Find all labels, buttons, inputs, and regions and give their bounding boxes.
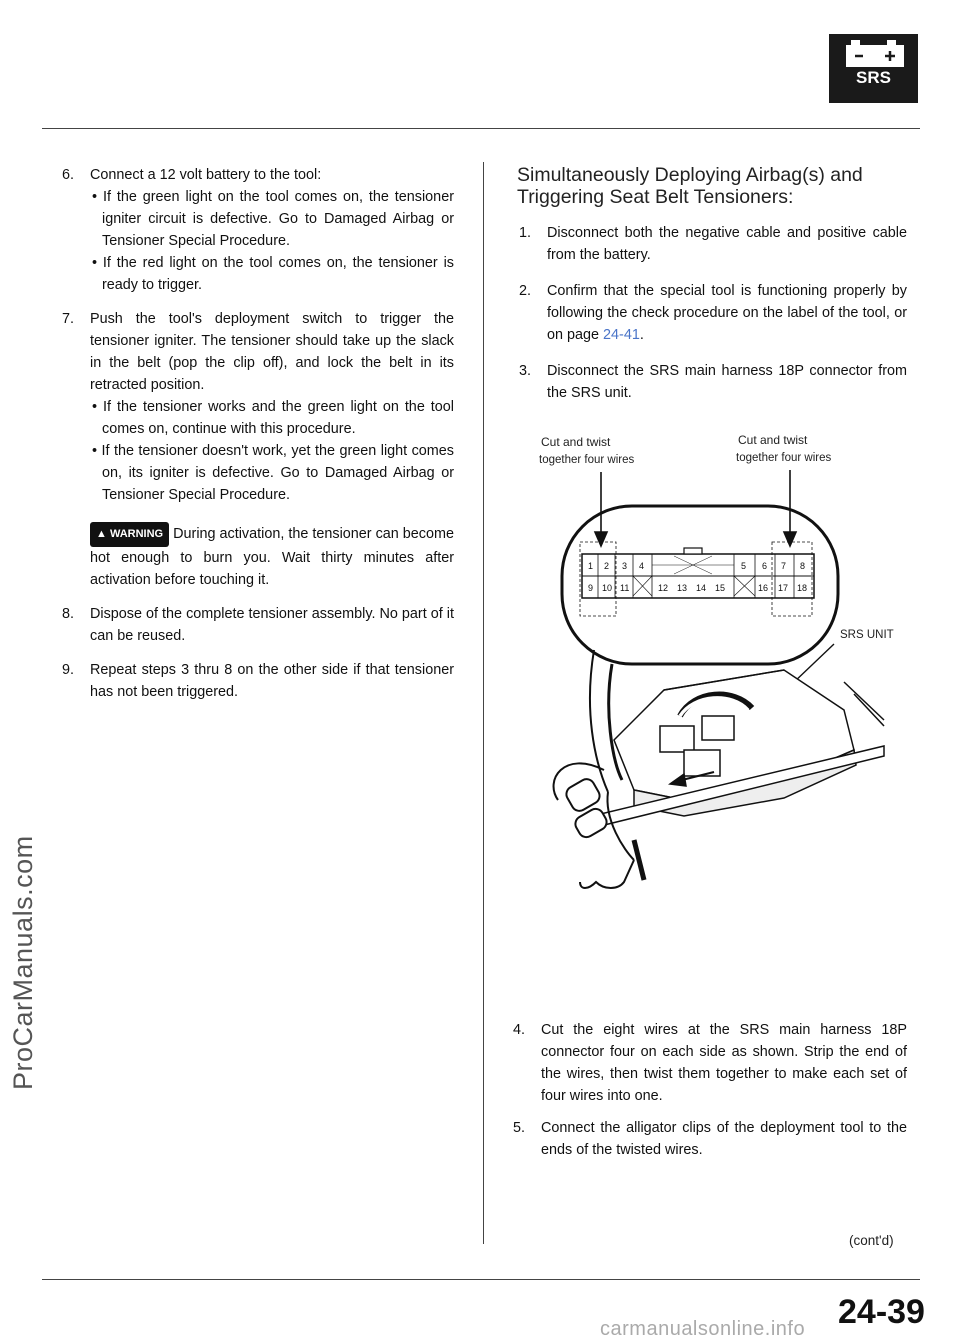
continued-note: (cont'd) (849, 1233, 894, 1248)
step-1-text: Disconnect both the negative cable and positive cable from the battery. (547, 225, 907, 263)
footer-watermark: carmanualsonline.info (600, 1318, 806, 1340)
step-4-text: Cut the eight wires at the SRS main harness 18P connector four on each side as shown. Strip the end of the wires, then twist them together to make each set of four wires into one. (541, 1022, 907, 1104)
warning-text: During activation, the tensioner can become hot enough to burn you. Wait thirty minutes after activation before touching it. (90, 526, 454, 588)
callout-left-line-1: Cut and twist (541, 435, 611, 449)
srs-unit-label: SRS UNIT (840, 629, 894, 641)
left-column (62, 164, 454, 703)
pin-11: 11 (620, 583, 630, 593)
top-rule (42, 128, 920, 129)
callout-right-line-2: together four wires (736, 452, 832, 464)
pin-6: 6 (762, 561, 768, 571)
step-1 (519, 222, 907, 266)
pin-17: 17 (778, 583, 789, 593)
step-6-number: 6. (62, 167, 75, 183)
step-4-number: 4. (513, 1022, 526, 1038)
step-2 (519, 280, 907, 346)
step-7-bullet-2: • If the tensioner doesn't work, yet the green light comes on, its igniter is defective. Go to Damaged Airbag or Tensioner Special Procedure. (92, 443, 454, 503)
step-3-number: 3. (519, 363, 532, 379)
warning-badge-label: WARNING (109, 528, 164, 540)
callout-right-line-1: Cut and twist (738, 433, 808, 447)
step-1-number: 1. (519, 225, 532, 241)
warning-note (62, 522, 454, 591)
right-column-steps (519, 222, 907, 404)
pin-8: 8 (800, 561, 806, 571)
step-7 (62, 308, 454, 506)
srs-connector-figure (484, 420, 924, 910)
step-6 (62, 164, 454, 296)
pin-2: 2 (604, 561, 610, 571)
step-3-text: Disconnect the SRS main harness 18P connector from the SRS unit. (547, 363, 907, 401)
step-9-number: 9. (62, 662, 75, 678)
pin-5: 5 (741, 561, 747, 571)
step-8-number: 8. (62, 606, 75, 622)
side-watermark: ProCarManuals.com (8, 835, 38, 1090)
step-9-text: Repeat steps 3 thru 8 on the other side if that tensioner has not been triggered. (90, 662, 454, 700)
pin-7: 7 (781, 561, 787, 571)
step-7-number: 7. (62, 311, 75, 327)
step-2-text-before: Confirm that the special tool is functioning properly by following the check procedure on the label of the tool, or on page (547, 283, 907, 343)
pin-15: 15 (715, 583, 726, 593)
pin-10: 10 (602, 583, 613, 593)
pin-9: 9 (588, 583, 594, 593)
step-2-number: 2. (519, 283, 532, 299)
step-3 (519, 360, 907, 404)
step-6-bullet-2: • If the red light on the tool comes on, the tensioner is ready to trigger. (92, 255, 454, 293)
bottom-rule (42, 1279, 920, 1280)
step-6-bullet-1: • If the green light on the tool comes on, the tensioner igniter circuit is defective. Go to Damaged Airbag or Tensioner Special Procedure. (92, 189, 454, 249)
step-5 (513, 1117, 907, 1161)
warning-triangle-icon: ▲ (96, 528, 107, 540)
step-8 (62, 603, 454, 647)
pin-1: 1 (588, 561, 594, 571)
step-5-number: 5. (513, 1120, 526, 1136)
pin-13: 13 (677, 583, 688, 593)
pin-18: 18 (797, 583, 808, 593)
page-number: 24-39 (838, 1293, 925, 1331)
srs-unit-drawing (554, 650, 884, 888)
step-7-bullet-1: • If the tensioner works and the green light on the tool comes on, continue with this procedure. (92, 399, 454, 437)
step-9 (62, 659, 454, 703)
page-link-24-41[interactable]: 24-41 (603, 327, 640, 343)
step-2-text-after: . (639, 327, 644, 343)
step-6-text: Connect a 12 volt battery to the tool: (90, 167, 322, 183)
pin-14: 14 (696, 583, 707, 593)
warning-badge (90, 522, 169, 547)
step-2-text (519, 280, 907, 346)
step-7-text: Push the tool's deployment switch to trigger the tensioner igniter. The tensioner should take up the slack in the belt (pop the clip off), and lock the belt in its retracted position. (90, 311, 454, 393)
section-heading: Simultaneously Deploying Airbag(s) and Triggering Seat Belt Tensioners: (517, 164, 863, 208)
srs-badge-label: SRS (856, 68, 891, 87)
pin-12: 12 (658, 583, 669, 593)
step-5-text: Connect the alligator clips of the deployment tool to the ends of the twisted wires. (541, 1120, 907, 1158)
step-4 (513, 1019, 907, 1107)
srs-battery-badge (829, 34, 918, 103)
pin-3: 3 (622, 561, 628, 571)
step-8-text: Dispose of the complete tensioner assembly. No part of it can be reused. (90, 606, 454, 644)
callout-left-line-2: together four wires (539, 454, 635, 466)
right-column-steps-lower (513, 1019, 907, 1161)
pin-4: 4 (639, 561, 645, 571)
pin-16: 16 (758, 583, 769, 593)
